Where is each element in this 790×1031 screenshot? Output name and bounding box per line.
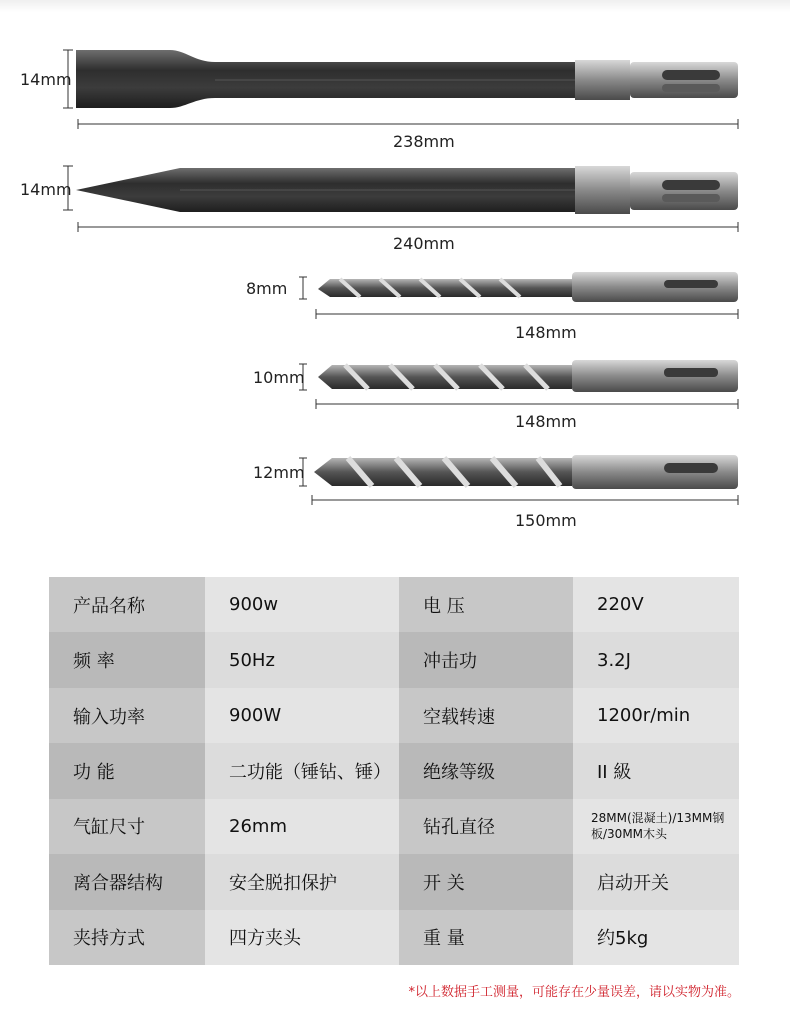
spec-value: 900W [205,688,399,743]
spec-value: 二功能（锤钻、锤） [205,743,399,798]
point-chisel-length: 240mm [393,234,455,253]
spec-row [49,910,739,965]
spec-value: 900w [205,577,399,632]
flat-chisel-image [76,50,738,108]
spec-value: 约5kg [573,910,739,965]
spec-value: 26mm [205,799,399,854]
spec-key: 功 能 [49,743,205,798]
spec-value: 50Hz [205,632,399,687]
spec-row [49,854,739,909]
spec-table [49,577,739,965]
spec-key: 产品名称 [49,577,205,632]
spec-key: 空载转速 [399,688,573,743]
spec-key: 输入功率 [49,688,205,743]
drill-bit-12-diameter: 12mm [253,463,305,482]
spec-value: 28MM(混凝土)/13MM钢板/30MM木头 [573,799,739,854]
spec-row [49,577,739,632]
spec-key: 夹持方式 [49,910,205,965]
drill-bit-10-diameter: 10mm [253,368,305,387]
spec-value: 1200r/min [573,688,739,743]
spec-row [49,632,739,687]
point-chisel-image [76,166,738,214]
spec-key: 气缸尺寸 [49,799,205,854]
spec-value: 启动开关 [573,854,739,909]
spec-key: 冲击功 [399,632,573,687]
spec-key: 电 压 [399,577,573,632]
point-chisel-diameter: 14mm [20,180,72,199]
spec-row [49,688,739,743]
drill-bit-8-diameter: 8mm [246,279,288,298]
spec-value: 安全脱扣保护 [205,854,399,909]
drill-bit-12-length: 150mm [515,511,577,530]
spec-row [49,743,739,798]
spec-row [49,799,739,854]
spec-key: 离合器结构 [49,854,205,909]
spec-key: 绝缘等级 [399,743,573,798]
drill-bit-8-length: 148mm [515,323,577,342]
drill-bit-10-length: 148mm [515,412,577,431]
spec-value: II 級 [573,743,739,798]
flat-chisel-diameter: 14mm [20,70,72,89]
spec-key: 开 关 [399,854,573,909]
spec-value: 220V [573,577,739,632]
measurement-footnote: *以上数据手工测量，可能存在少量误差，请以实物为准。 [408,985,740,1000]
spec-key: 钻孔直径 [399,799,573,854]
spec-key: 重 量 [399,910,573,965]
flat-chisel-length: 238mm [393,132,455,151]
spec-value: 3.2J [573,632,739,687]
spec-value: 四方夹头 [205,910,399,965]
drill-bit-12-image [314,455,738,489]
drill-bit-10-image [318,360,738,392]
spec-key: 频 率 [49,632,205,687]
drill-bit-8-image [318,272,738,302]
